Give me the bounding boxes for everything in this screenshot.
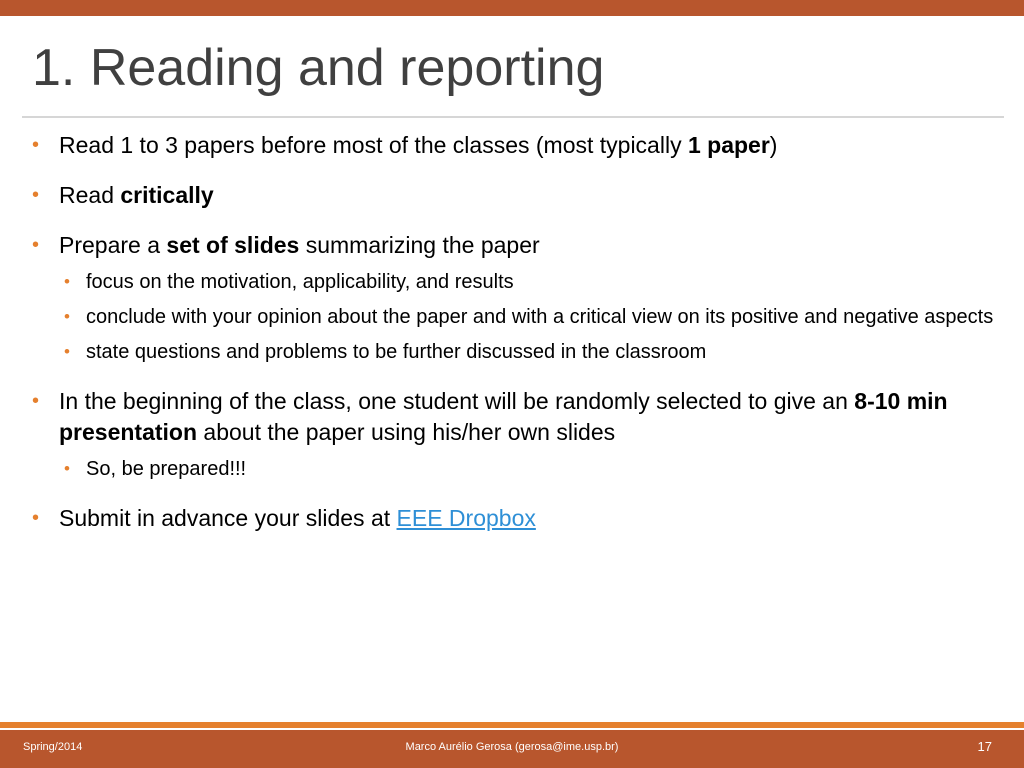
item-text: ) — [769, 132, 778, 158]
item-bold-text: 8-10 min presentation — [59, 388, 948, 445]
sub-item-text: state questions and problems to be further discussed in the classroom — [86, 341, 707, 363]
item-text: In the beginning of the class, one student will be randomly selected to give an — [59, 388, 855, 414]
page-number: 17 — [977, 739, 992, 754]
bullet-dot-icon: • — [64, 459, 70, 478]
item-text: Read — [59, 182, 121, 208]
bullet-item-read-papers — [32, 130, 997, 161]
eee-dropbox-link[interactable]: EEE Dropbox — [396, 505, 536, 531]
sub-bullet-item — [64, 455, 997, 483]
bullet-dot-icon: • — [64, 272, 70, 291]
bullet-item-prepare-slides — [32, 230, 997, 261]
item-text: Prepare a — [59, 232, 167, 258]
bullet-dot-icon: • — [32, 184, 40, 206]
sub-bullet-item — [64, 268, 997, 296]
bullet-item-read-critically — [32, 180, 997, 211]
item-text: Submit in advance your slides at — [59, 505, 397, 531]
sub-bullet-item — [64, 303, 997, 331]
item-text: Read 1 to 3 papers before most of the classes (most typically — [59, 132, 688, 158]
bullet-dot-icon: • — [32, 507, 40, 529]
slide-content — [32, 130, 997, 553]
item-text: summarizing the paper — [299, 232, 540, 258]
sub-bullet-item — [64, 338, 997, 366]
sub-item-text: focus on the motivation, applicability, and results — [86, 271, 514, 293]
footer-author: Marco Aurélio Gerosa (gerosa@ime.usp.br) — [405, 741, 619, 753]
bullet-dot-icon: • — [64, 307, 70, 326]
item-bold-text: 1 paper — [687, 132, 770, 158]
bullet-dot-icon: • — [32, 134, 40, 156]
footer-accent-line — [0, 722, 1024, 728]
footer-term: Spring/2014 — [23, 741, 83, 753]
item-text: about the paper using his/her own slides — [197, 419, 616, 445]
top-accent-bar — [0, 0, 1024, 16]
sub-item-text: So, be prepared!!! — [86, 458, 247, 480]
item-bold-text: critically — [120, 182, 214, 208]
bullet-item-submit — [32, 503, 997, 534]
slide-title: 1. Reading and reporting — [32, 39, 605, 97]
bullet-dot-icon: • — [32, 234, 40, 256]
bullet-item-presentation — [32, 386, 997, 448]
title-divider — [22, 116, 1004, 118]
item-bold-text: set of slides — [166, 232, 300, 258]
bullet-dot-icon: • — [32, 390, 40, 412]
bullet-dot-icon: • — [64, 342, 70, 361]
footer-bar — [0, 730, 1024, 768]
sub-item-text: conclude with your opinion about the paper and with a critical view on its positive and negative aspects — [86, 306, 994, 328]
